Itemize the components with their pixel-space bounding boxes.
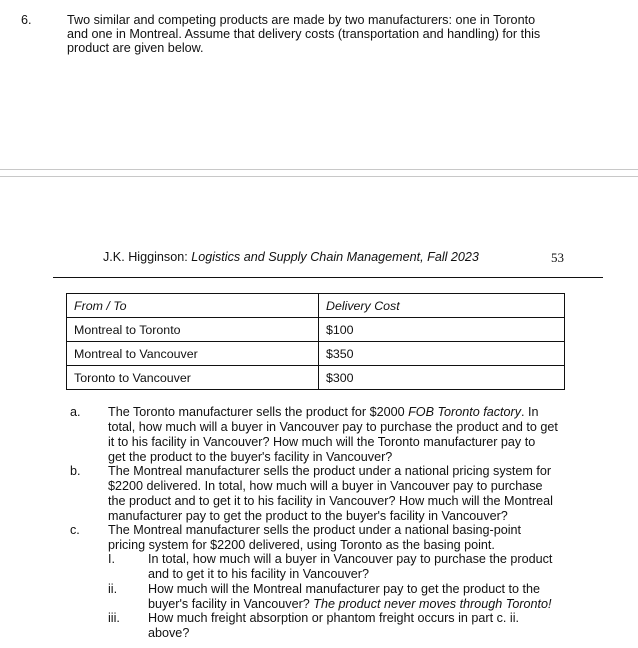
page-break-divider — [0, 176, 638, 177]
subpart-text-line: above? — [148, 626, 190, 640]
part-text-line — [108, 405, 539, 420]
part-text-line: The Montreal manufacturer sells the product under a national basing-point — [108, 523, 522, 537]
subpart-text-line: How much freight absorption or phantom freight occurs in part c. ii. — [148, 611, 519, 625]
page-break-divider — [0, 169, 638, 170]
part-text-line: total, how much will a buyer in Vancouver pay to purchase the product and to get — [108, 420, 558, 434]
subpart-label: I. — [108, 552, 115, 566]
delivery-cost-table — [66, 293, 565, 390]
header-delivery-cost: Delivery Cost — [319, 294, 565, 318]
text: buyer's facility in Vancouver? — [148, 597, 314, 611]
cost-cell: $300 — [319, 366, 565, 390]
text-italic: FOB Toronto factory — [408, 405, 522, 419]
route-cell: Toronto to Vancouver — [67, 366, 319, 390]
subpart-text-line: How much will the Montreal manufacturer pay to get the product to the — [148, 582, 541, 596]
subpart-text-line — [148, 597, 552, 612]
question-text-line: Two similar and competing products are made by two manufacturers: one in Toronto — [67, 13, 536, 27]
part-text-line: get the product to the buyer's facility in Vancouver? — [108, 450, 393, 464]
subpart-text-line: In total, how much will a buyer in Vancouver pay to purchase the product — [148, 552, 553, 566]
table-row — [67, 318, 565, 342]
header-rule — [53, 277, 603, 278]
part-text-line: it to his facility in Vancouver? How much will the Toronto manufacturer pay to — [108, 435, 536, 449]
table-header-row — [67, 294, 565, 318]
part-text-line: $2200 delivered. In total, how much will a buyer in Vancouver pay to purchase — [108, 479, 543, 493]
subpart-label: ii. — [108, 582, 118, 596]
subpart-text-line: and to get it to his facility in Vancouver? — [148, 567, 369, 581]
route-cell: Montreal to Toronto — [67, 318, 319, 342]
header-title: Logistics and Supply Chain Management, Fall 2023 — [191, 250, 479, 264]
part-text-line: the product and to get it to his facility in Vancouver? How much will the Montreal — [108, 494, 553, 508]
part-text-line: manufacturer pay to get the product to the buyer's facility in Vancouver? — [108, 509, 508, 523]
text-italic: The product never moves through Toronto! — [313, 597, 552, 611]
question-number: 6. — [21, 13, 32, 27]
part-label: b. — [70, 464, 81, 478]
question-text-line: and one in Montreal. Assume that delivery costs (transportation and handling) for this — [67, 27, 541, 41]
table-row — [67, 366, 565, 390]
page-number: 53 — [551, 250, 564, 265]
running-header — [103, 250, 479, 264]
part-label: a. — [70, 405, 81, 419]
part-text-line: The Montreal manufacturer sells the product under a national pricing system for — [108, 464, 552, 478]
header-author: J.K. Higginson: — [103, 250, 192, 264]
text: The Toronto manufacturer sells the product for $2000 — [108, 405, 409, 419]
part-label: c. — [70, 523, 80, 537]
table-row — [67, 342, 565, 366]
route-cell: Montreal to Vancouver — [67, 342, 319, 366]
text: . In — [521, 405, 539, 419]
part-text-line: pricing system for $2200 delivered, using Toronto as the basing point. — [108, 538, 495, 552]
question-text-line: product are given below. — [67, 41, 204, 55]
subpart-label: iii. — [108, 611, 120, 625]
cost-cell: $100 — [319, 318, 565, 342]
cost-cell: $350 — [319, 342, 565, 366]
header-from-to: From / To — [67, 294, 319, 318]
